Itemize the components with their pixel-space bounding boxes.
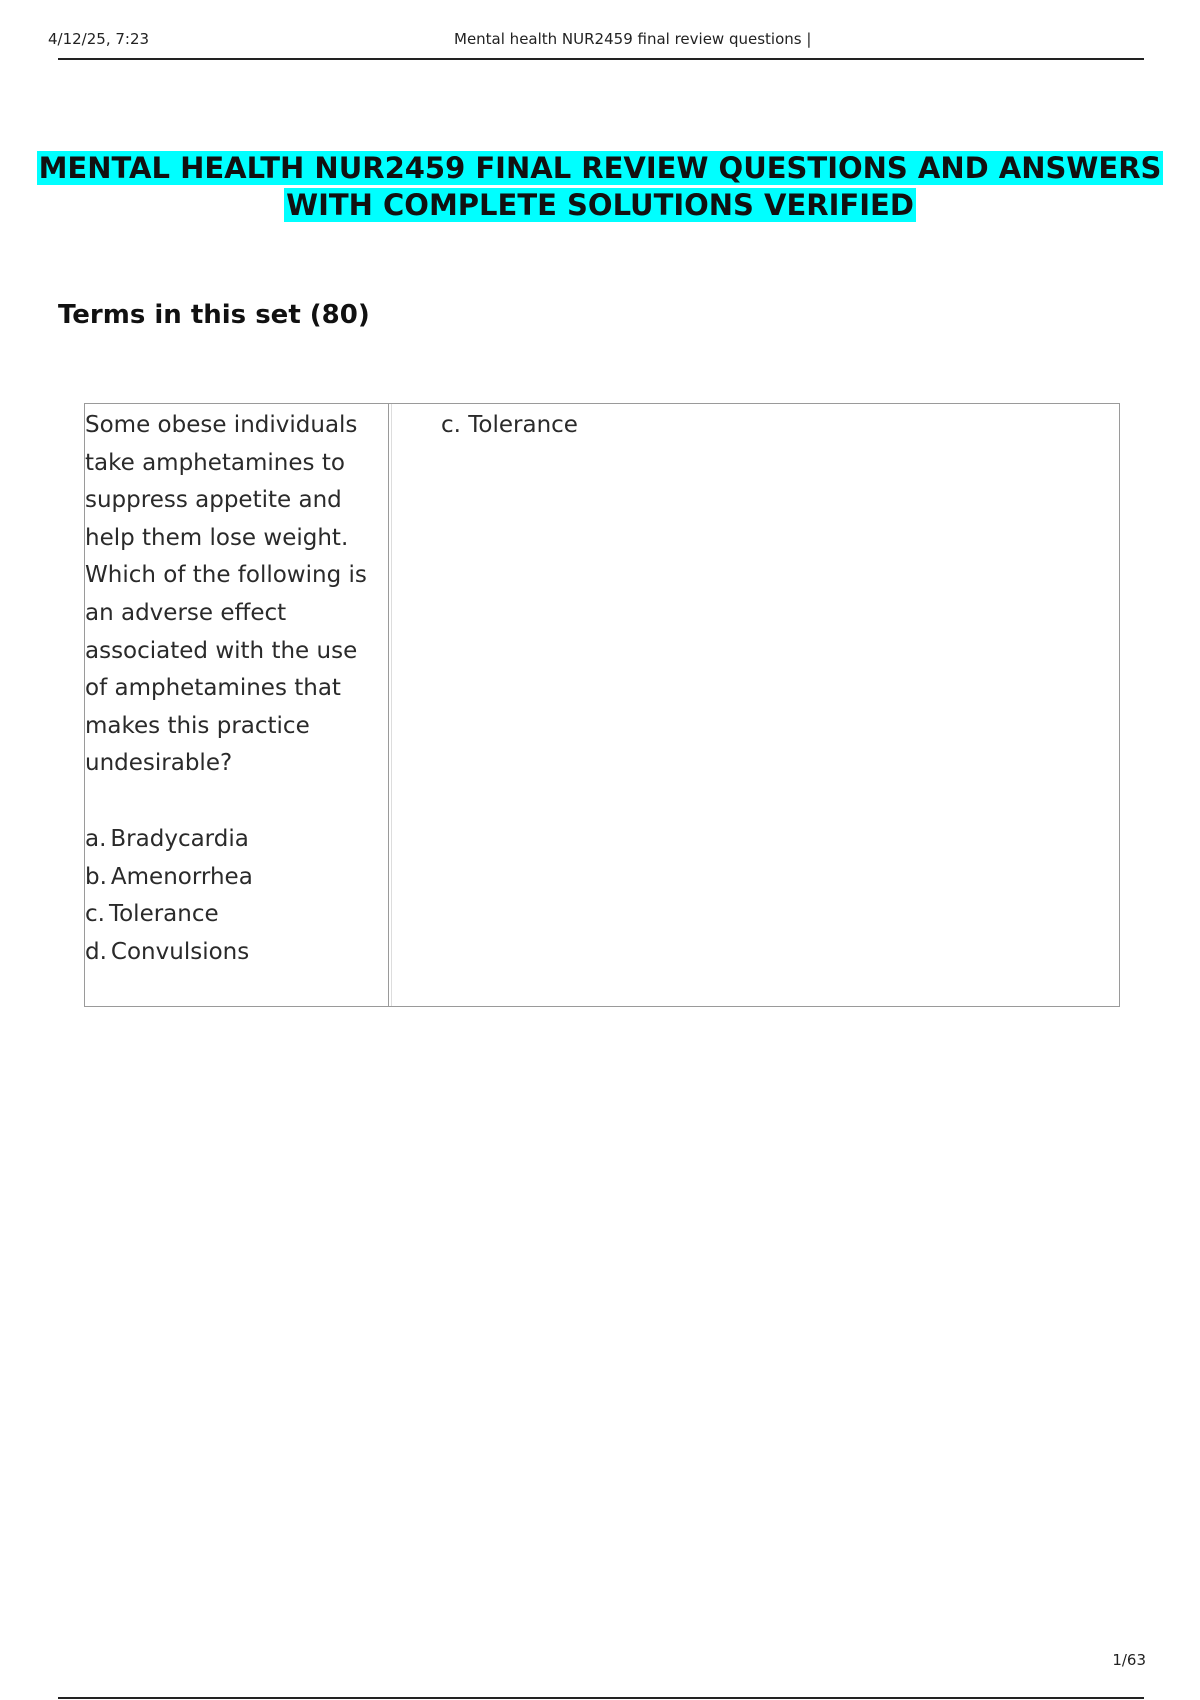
flashcard (84, 403, 1120, 1007)
option-c (85, 896, 385, 934)
option-text: Tolerance (108, 901, 219, 928)
header-date: 4/12/25, 7:23 (48, 30, 150, 48)
option-text: Convulsions (110, 938, 250, 965)
footer-rule (58, 1697, 1144, 1699)
option-letter: b. (85, 863, 107, 890)
document-title (0, 150, 1200, 224)
option-letter: a. (85, 825, 107, 852)
terms-heading: Terms in this set (80) (58, 300, 370, 330)
answer-options (85, 821, 385, 971)
option-letter: d. (85, 938, 107, 965)
option-text: Amenorrhea (110, 863, 253, 890)
option-letter: c. (85, 901, 105, 928)
card-term (85, 407, 385, 971)
question-text: Some obese individuals take amphetamines to suppress appetite and help them lose weight. Which of the following is an adverse effect associated with the use of amphetamines that makes this practice undesirable? (85, 412, 367, 777)
document-title-line-2: WITH COMPLETE SOLUTIONS VERIFIED (286, 188, 914, 222)
page-header (48, 0, 1144, 60)
option-a (85, 821, 385, 859)
card-divider (388, 404, 392, 1006)
header-title: Mental health NUR2459 final review questions | (454, 30, 812, 48)
option-d (85, 934, 385, 972)
option-b (85, 859, 385, 897)
card-answer: c. Tolerance (441, 412, 578, 438)
page-number: 1/63 (1112, 1651, 1146, 1669)
option-text: Bradycardia (110, 825, 249, 852)
document-title-line-1: MENTAL HEALTH NUR2459 FINAL REVIEW QUESTIONS AND ANSWERS (38, 151, 1162, 185)
